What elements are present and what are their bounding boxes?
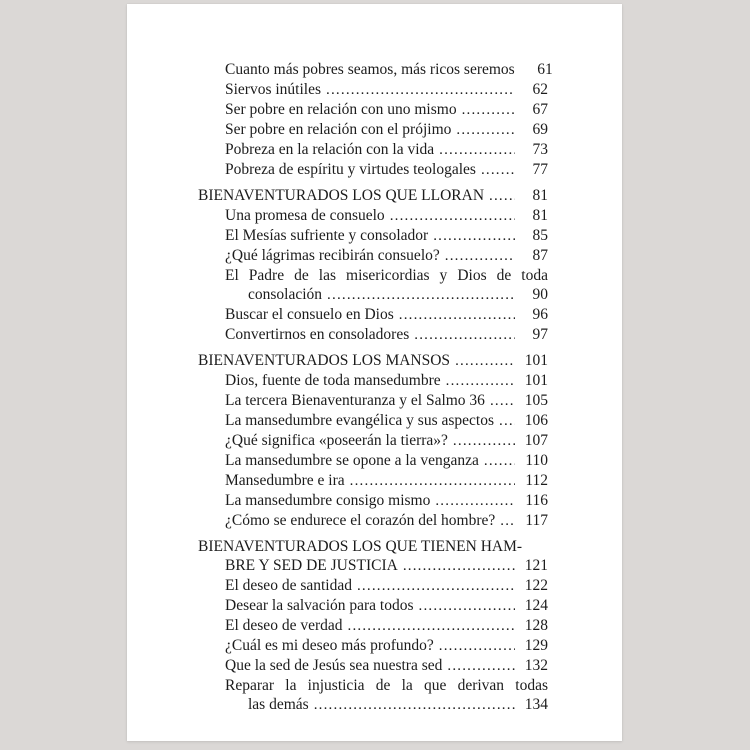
dot-leader xyxy=(484,451,515,471)
toc-page-number: 122 xyxy=(524,577,548,594)
toc-entry-row xyxy=(198,285,548,305)
toc-entry-row xyxy=(198,100,548,120)
toc-page-number: 121 xyxy=(524,557,548,574)
toc-entry-row xyxy=(198,246,548,266)
toc-entry-title: El deseo de verdad xyxy=(225,617,343,634)
toc-entry-row xyxy=(198,511,548,531)
dot-leader xyxy=(390,206,515,226)
dot-leader xyxy=(447,656,515,676)
toc-page-number: 101 xyxy=(524,352,548,369)
toc-page-number: 61 xyxy=(537,61,553,78)
dot-leader xyxy=(439,140,515,160)
toc-entry-title: El Padre de las misericordias y Dios de toda xyxy=(225,267,548,284)
toc-page-number: 85 xyxy=(532,227,548,244)
dot-leader xyxy=(489,186,515,206)
toc-page-number: 81 xyxy=(532,187,548,204)
toc-entry-row xyxy=(198,80,548,100)
toc-page-number: 77 xyxy=(532,161,548,178)
toc-entry-title: La mansedumbre evangélica y sus aspectos xyxy=(225,412,495,429)
toc-entry-row xyxy=(198,325,548,345)
toc-page-number: 134 xyxy=(524,696,548,713)
toc-section-header-row xyxy=(198,556,548,576)
toc-entry-row xyxy=(198,471,548,491)
toc-entry-row xyxy=(198,491,548,511)
toc-page-number: 116 xyxy=(525,492,548,509)
toc-entry-row xyxy=(198,371,548,391)
dot-leader xyxy=(456,120,515,140)
toc-entry-title: La mansedumbre se opone a la venganza xyxy=(225,452,479,469)
toc-entry-title: Desear la salvación para todos xyxy=(225,597,414,614)
toc-entry-title: ¿Cómo se endurece el corazón del hombre? xyxy=(225,512,496,529)
toc-page-number: 112 xyxy=(525,472,548,489)
toc-page-number: 87 xyxy=(532,247,548,264)
toc-entry-row xyxy=(198,676,548,695)
toc-entry-title: El deseo de santidad xyxy=(225,577,352,594)
toc-entry-title: El Mesías sufriente y consolador xyxy=(225,227,429,244)
toc-entry-title: ¿Qué significa «poseerán la tierra»? xyxy=(225,432,448,449)
toc-entry-title: Siervos inútiles xyxy=(225,81,322,98)
dot-leader xyxy=(357,576,515,596)
toc-page-number: 124 xyxy=(524,597,548,614)
toc-entry-title: Reparar la injusticia de la que derivan todas xyxy=(225,677,548,694)
toc-section-title: BIENAVENTURADOS LOS QUE TIENEN HAM- xyxy=(198,538,523,555)
toc-entry-title: consolación xyxy=(248,286,323,303)
toc-entry-row xyxy=(198,656,548,676)
toc-page-number: 67 xyxy=(532,101,548,118)
toc-page-number: 90 xyxy=(532,286,548,303)
dot-leader xyxy=(462,100,515,120)
toc-page-number: 128 xyxy=(524,617,548,634)
toc-page-number: 101 xyxy=(524,372,548,389)
toc-page-number: 107 xyxy=(524,432,548,449)
toc-entry-row xyxy=(198,431,548,451)
toc-entry-row xyxy=(198,636,548,656)
toc-entry-title: Una promesa de consuelo xyxy=(225,207,385,224)
toc-entry-row xyxy=(198,391,548,411)
toc-entry-row xyxy=(198,60,553,80)
toc-section-title: BRE Y SED DE JUSTICIA xyxy=(225,557,398,574)
toc-page-number: 73 xyxy=(532,141,548,158)
toc-entry-title: las demás xyxy=(248,696,309,713)
toc-entry-title: ¿Cuál es mi deseo más profundo? xyxy=(225,637,434,654)
toc-page-number: 62 xyxy=(532,81,548,98)
toc-page-number: 110 xyxy=(525,452,548,469)
toc-page-number: 69 xyxy=(532,121,548,138)
toc-page-number: 132 xyxy=(524,657,548,674)
toc-entry-title: Ser pobre en relación con uno mismo xyxy=(225,101,457,118)
toc-section-header-row xyxy=(198,186,548,206)
toc-entry-title: La mansedumbre consigo mismo xyxy=(225,492,431,509)
toc-entry-row xyxy=(198,451,548,471)
toc-entry-title: Buscar el consuelo en Dios xyxy=(225,306,394,323)
toc-entry-row xyxy=(198,305,548,325)
dot-leader xyxy=(499,411,515,431)
toc-section-title: BIENAVENTURADOS LOS MANSOS xyxy=(198,352,451,369)
toc-page-number: 97 xyxy=(532,326,548,343)
toc-entry-title: Mansedumbre e ira xyxy=(225,472,345,489)
dot-leader xyxy=(414,325,515,345)
toc-entry-row xyxy=(198,266,548,285)
toc-entry-title: Convertirnos en consoladores xyxy=(225,326,410,343)
toc-entry-title: Cuanto más pobres seamos, más ricos seremos xyxy=(225,61,515,78)
dot-leader xyxy=(445,246,515,266)
toc-entry-row xyxy=(198,695,548,715)
toc-section-header-row xyxy=(198,351,548,371)
toc-page-number: 96 xyxy=(532,306,548,323)
dot-leader xyxy=(399,305,515,325)
toc-entry-row xyxy=(198,206,548,226)
dot-leader xyxy=(326,80,515,100)
dot-leader xyxy=(435,491,515,511)
dot-leader xyxy=(350,471,515,491)
book-page xyxy=(127,4,622,741)
toc-entry-row xyxy=(198,411,548,431)
toc-section-title: BIENAVENTURADOS LOS QUE LLORAN xyxy=(198,187,485,204)
toc-entry-row xyxy=(198,160,548,180)
dot-leader xyxy=(439,636,515,656)
toc-entry-row xyxy=(198,140,548,160)
toc-page-number: 106 xyxy=(524,412,548,429)
toc-entry-row xyxy=(198,120,548,140)
toc-entry-row xyxy=(198,616,548,636)
toc-entry-row xyxy=(198,226,548,246)
table-of-contents xyxy=(198,60,553,715)
toc-section-header-row xyxy=(198,537,548,556)
toc-entry-title: Pobreza en la relación con la vida xyxy=(225,141,435,158)
toc-page-number: 129 xyxy=(524,637,548,654)
toc-entry-row xyxy=(198,576,548,596)
dot-leader xyxy=(453,431,515,451)
dot-leader xyxy=(455,351,515,371)
dot-leader xyxy=(500,511,515,531)
toc-entry-title: Pobreza de espíritu y virtudes teologales xyxy=(225,161,476,178)
toc-entry-title: Dios, fuente de toda mansedumbre xyxy=(225,372,441,389)
dot-leader xyxy=(348,616,516,636)
dot-leader xyxy=(419,596,515,616)
dot-leader xyxy=(327,285,515,305)
toc-page-number: 105 xyxy=(524,392,548,409)
dot-leader xyxy=(403,556,515,576)
toc-page-number: 81 xyxy=(532,207,548,224)
dot-leader xyxy=(314,695,515,715)
dot-leader xyxy=(433,226,515,246)
dot-leader xyxy=(490,391,515,411)
toc-entry-title: La tercera Bienaventuranza y el Salmo 36 xyxy=(225,392,485,409)
toc-entry-title: Que la sed de Jesús sea nuestra sed xyxy=(225,657,443,674)
toc-entry-row xyxy=(198,596,548,616)
toc-page-number: 117 xyxy=(525,512,548,529)
dot-leader xyxy=(446,371,515,391)
toc-entry-title: Ser pobre en relación con el prójimo xyxy=(225,121,452,138)
dot-leader xyxy=(481,160,515,180)
toc-entry-title: ¿Qué lágrimas recibirán consuelo? xyxy=(225,247,440,264)
